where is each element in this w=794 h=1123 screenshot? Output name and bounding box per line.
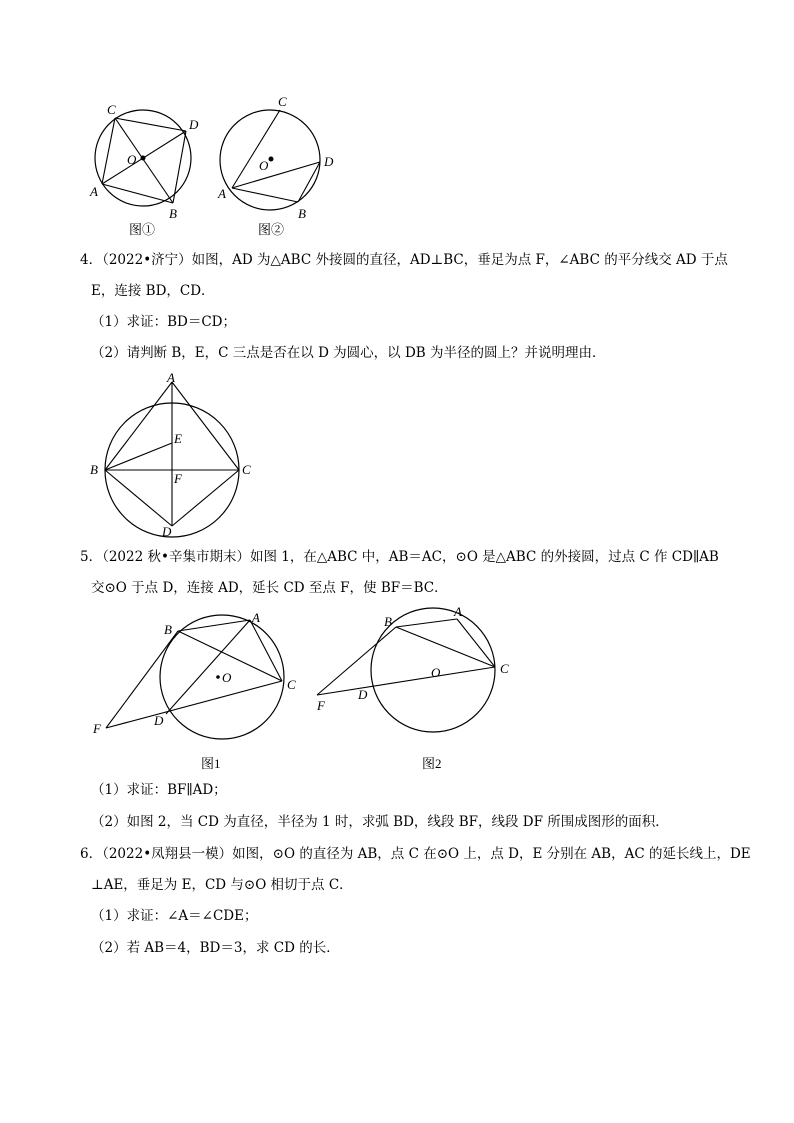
- center-point: [216, 675, 220, 679]
- label-D: D: [162, 524, 172, 539]
- q4-figure: [85, 370, 260, 540]
- top-figure-1: [85, 98, 215, 238]
- label-B: B: [298, 206, 306, 221]
- q5-sub1: （1）求证：BF∥AD；: [91, 782, 227, 798]
- label-D: D: [189, 117, 199, 132]
- caption: 图2: [422, 756, 442, 771]
- label-C: C: [500, 661, 509, 676]
- q6-line2: ⊥AE，垂足为 E，CD 与⊙O 相切于点 C．: [91, 877, 353, 893]
- label-B: B: [169, 206, 177, 221]
- q5-figure-1: [88, 605, 303, 775]
- q6-sub2: （2）若 AB＝4，BD＝3，求 CD 的长．: [91, 940, 340, 956]
- q4-sub2: （2）请判断 B，E，C 三点是否在以 D 为圆心，以 DB 为半径的圆上？并说明理由．: [91, 345, 606, 361]
- center-point: [141, 156, 146, 161]
- label-D: D: [154, 713, 164, 728]
- q5-line2: 交⊙O 于点 D，连接 AD，延长 CD 至点 F，使 BF＝BC．: [91, 580, 448, 596]
- q4-line1: 4．（2022•济宁）如图，AD 为△ABC 外接圆的直径，AD⊥BC，垂足为点 F，∠ABC 的平分线交 AD 于点: [80, 252, 728, 268]
- label-B: B: [384, 614, 392, 629]
- caption: 图①: [129, 222, 156, 237]
- q4-sub1: （1）求证：BD＝CD；: [91, 314, 236, 330]
- label-A: A: [454, 604, 462, 619]
- q6-sub1: （1）求证：∠A＝∠CDE；: [91, 908, 258, 924]
- label-C: C: [107, 102, 116, 117]
- caption: 图②: [258, 222, 285, 237]
- caption: 图1: [201, 756, 221, 771]
- label-C: C: [278, 94, 287, 109]
- label-E: E: [174, 431, 182, 446]
- q6-line1: 6．（2022•凤翔县一模）如图，⊙O 的直径为 AB，点 C 在⊙O 上，点 D，E 分别在 AB，AC 的延长线上，DE: [80, 846, 751, 862]
- label-O: O: [431, 665, 441, 680]
- label-D: D: [324, 154, 334, 169]
- label-A: A: [90, 184, 98, 199]
- label-O: O: [222, 670, 232, 685]
- q5-figure-2: [310, 600, 520, 775]
- q5-line1: 5．（2022 秋•辛集市期末）如图 1，在△ABC 中，AB＝AC，⊙O 是△ABC 的外接圆，过点 C 作 CD∥AB: [80, 549, 719, 565]
- label-D: D: [358, 687, 368, 702]
- q4-line2: E，连接 BD，CD．: [91, 283, 215, 299]
- top-figure-2: [210, 90, 350, 238]
- label-C: C: [287, 677, 296, 692]
- center-point: [269, 157, 274, 162]
- label-O: O: [259, 158, 269, 173]
- label-A: A: [252, 610, 260, 625]
- label-F: F: [174, 471, 182, 486]
- label-F: F: [317, 698, 325, 713]
- label-O: O: [127, 152, 137, 167]
- label-B: B: [90, 462, 98, 477]
- label-B: B: [164, 622, 172, 637]
- label-C: C: [242, 462, 251, 477]
- label-A: A: [218, 186, 226, 201]
- q5-sub2: （2）如图 2，当 CD 为直径，半径为 1 时，求弧 BD，线段 BF，线段 DF 所围成图形的面积．: [91, 814, 669, 830]
- label-F: F: [93, 721, 101, 736]
- label-A: A: [167, 370, 175, 385]
